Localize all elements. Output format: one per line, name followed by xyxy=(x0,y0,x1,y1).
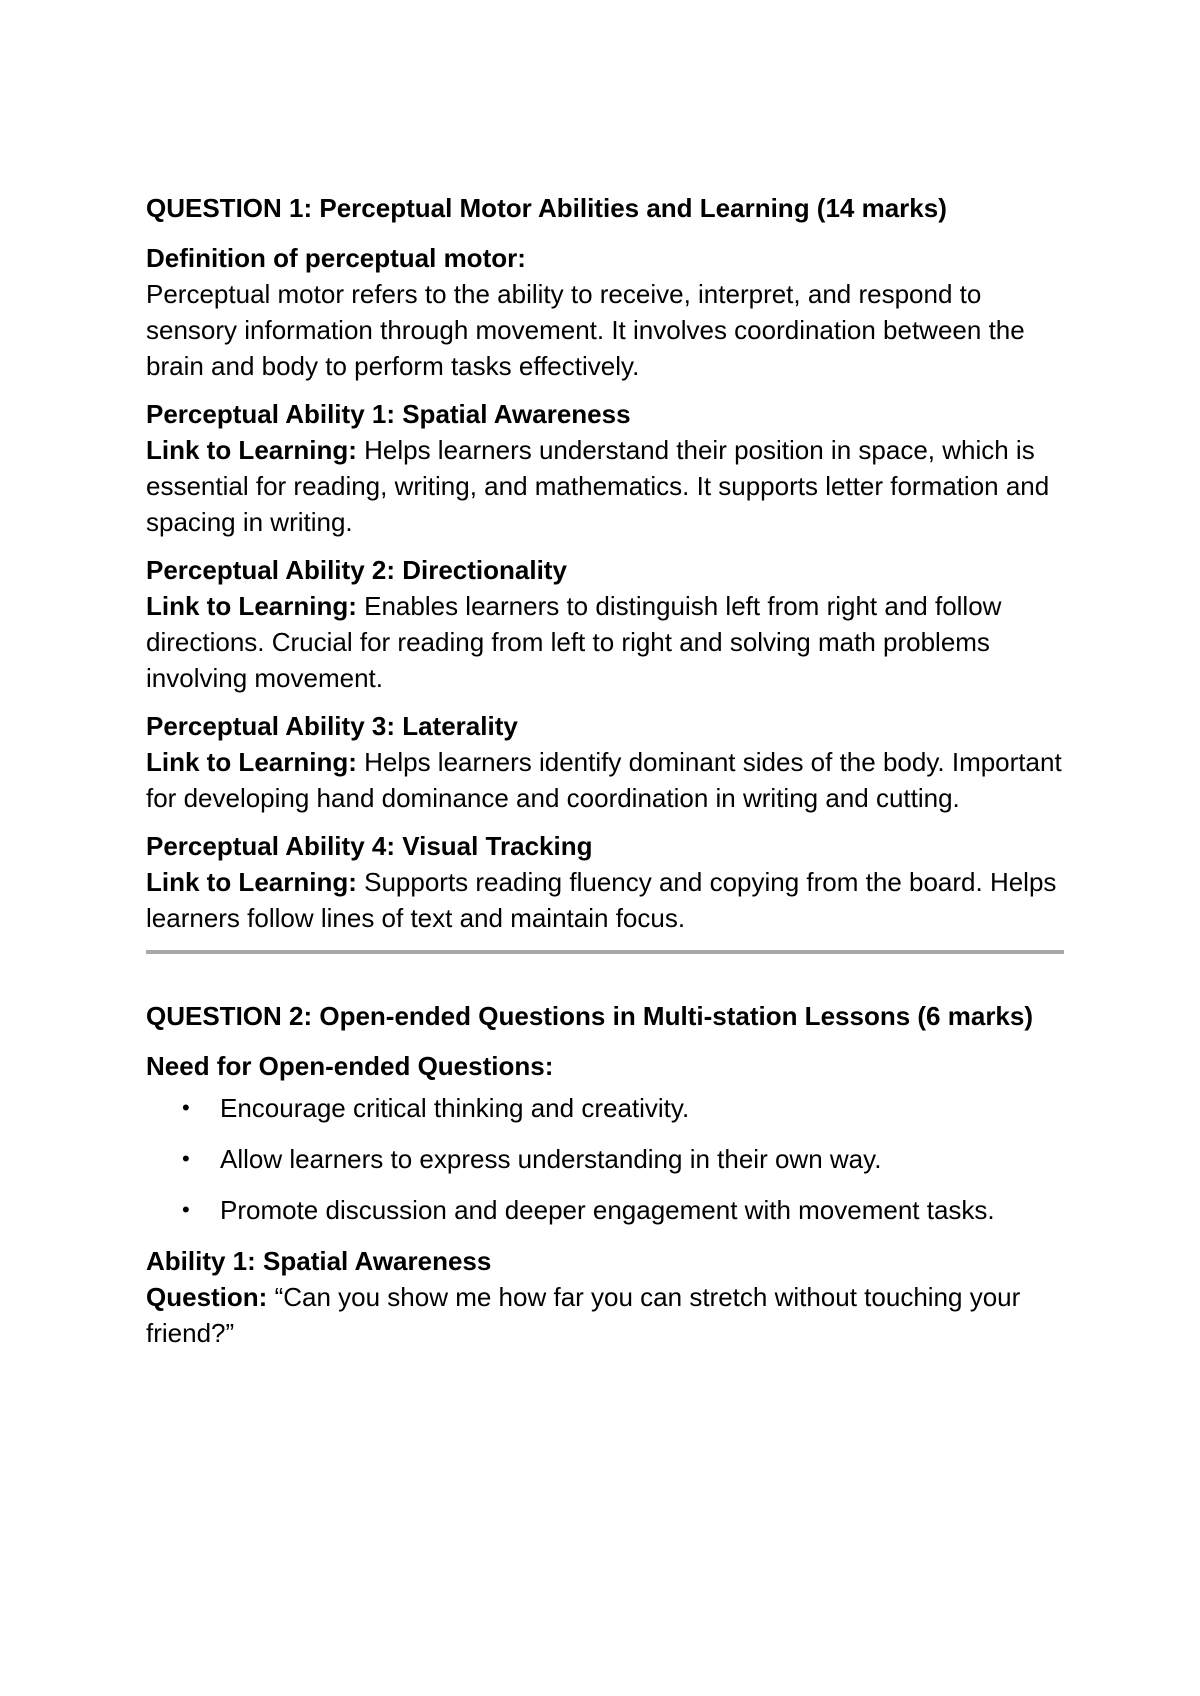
list-item-text: Allow learners to express understanding in their own way. xyxy=(220,1144,882,1174)
question-2-title: QUESTION 2: Open-ended Questions in Multi-station Lessons (6 marks) xyxy=(146,1001,1034,1031)
ability-1-link xyxy=(146,432,1066,540)
link-label: Link to Learning: xyxy=(146,867,357,897)
question-label: Question: xyxy=(146,1282,268,1312)
list-item-text: Encourage critical thinking and creativity. xyxy=(220,1093,690,1123)
link-label: Link to Learning: xyxy=(146,591,357,621)
link-text: Helps learners understand their position in space, which is essential for reading, writing, and mathematics. It supports letter formation and spacing in writing. xyxy=(146,435,1050,537)
need-bullet-list xyxy=(146,1090,1066,1228)
question-1-title: QUESTION 1: Perceptual Motor Abilities and Learning (14 marks) xyxy=(146,193,947,223)
link-text: Supports reading fluency and copying from the board. Helps learners follow lines of text and maintain focus. xyxy=(146,867,1057,933)
q2-ability-1-heading: Ability 1: Spatial Awareness xyxy=(146,1246,492,1276)
ability-3-heading: Perceptual Ability 3: Laterality xyxy=(146,711,518,741)
ability-1-heading: Perceptual Ability 1: Spatial Awareness xyxy=(146,399,631,429)
q2-ability-1-section xyxy=(146,1243,1066,1351)
ability-2-section xyxy=(146,552,1066,696)
definition-heading: Definition of perceptual motor: xyxy=(146,243,526,273)
ability-3-link xyxy=(146,744,1066,816)
bullet-icon: • xyxy=(182,1197,190,1222)
ability-4-link xyxy=(146,864,1066,936)
question-text: “Can you show me how far you can stretch without touching your friend?” xyxy=(146,1282,1021,1348)
link-text: Enables learners to distinguish left from right and follow directions. Crucial for reading from left to right and solving math problems involving movement. xyxy=(146,591,1002,693)
link-label: Link to Learning: xyxy=(146,435,357,465)
link-text: Helps learners identify dominant sides of the body. Important for developing hand dominance and coordination in writing and cutting. xyxy=(146,747,1062,813)
ability-2-link xyxy=(146,588,1066,696)
ability-4-section xyxy=(146,828,1066,936)
ability-2-heading: Perceptual Ability 2: Directionality xyxy=(146,555,567,585)
ability-3-section xyxy=(146,708,1066,816)
ability-1-section xyxy=(146,396,1066,540)
need-heading: Need for Open-ended Questions: xyxy=(146,1051,554,1081)
definition-section xyxy=(146,240,1066,384)
ability-4-heading: Perceptual Ability 4: Visual Tracking xyxy=(146,831,593,861)
horizontal-divider xyxy=(146,950,1064,954)
document-page xyxy=(146,190,1066,1363)
list-item-text: Promote discussion and deeper engagement with movement tasks. xyxy=(220,1195,995,1225)
list-item xyxy=(146,1192,1066,1228)
bullet-icon: • xyxy=(182,1146,190,1171)
link-label: Link to Learning: xyxy=(146,747,357,777)
bullet-icon: • xyxy=(182,1095,190,1120)
definition-text: Perceptual motor refers to the ability to receive, interpret, and respond to sensory information through movement. It involves coordination between the brain and body to perform tasks effectively. xyxy=(146,279,1025,381)
list-item xyxy=(146,1090,1066,1126)
q2-ability-1-question xyxy=(146,1279,1066,1351)
list-item xyxy=(146,1141,1066,1177)
